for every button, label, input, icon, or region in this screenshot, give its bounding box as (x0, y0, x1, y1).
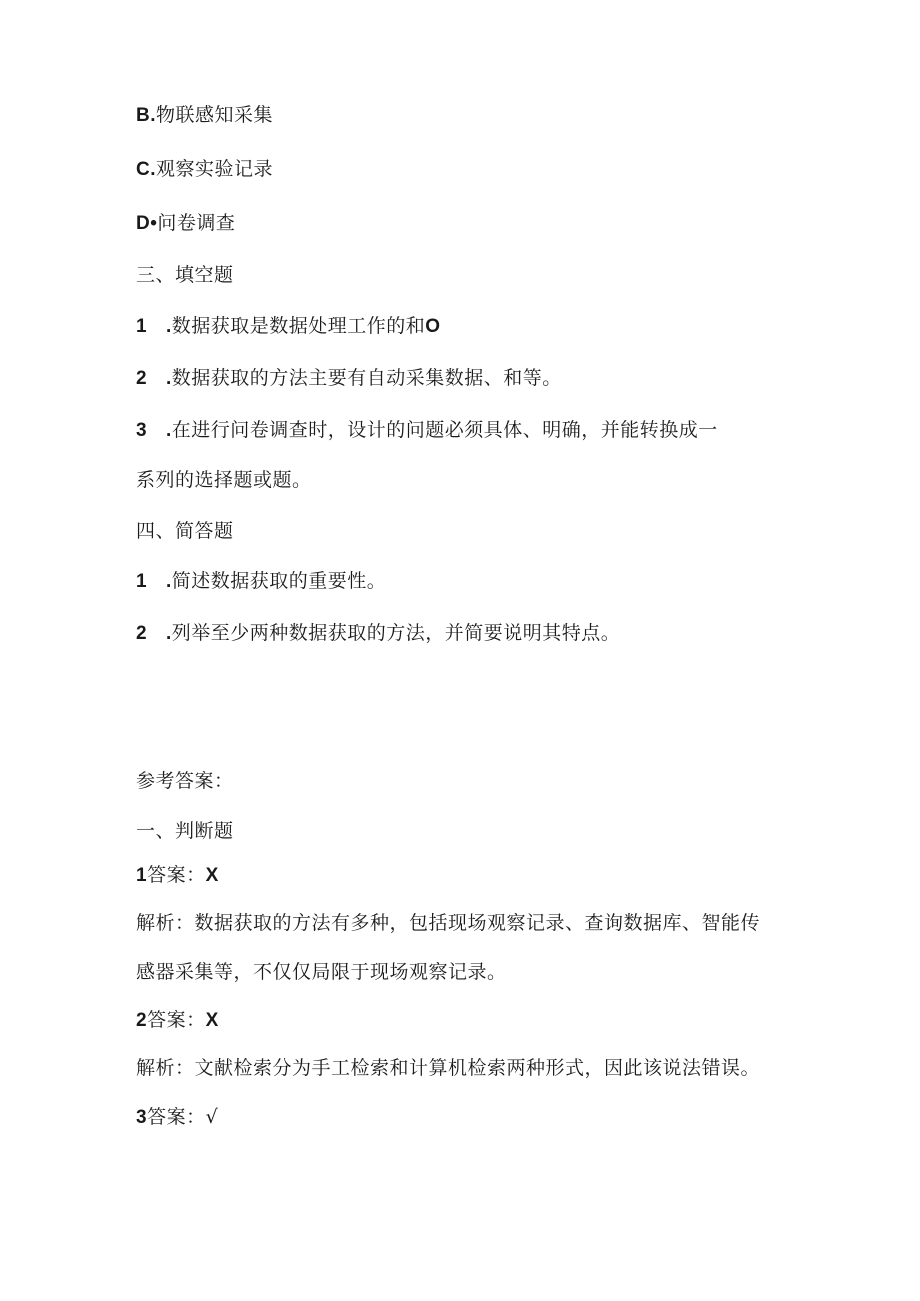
analysis-1-continued: 感器采集等，不仅仅局限于现场观察记录。 (136, 961, 507, 983)
answer-number: 3 (136, 1107, 148, 1128)
option-letter: B. (136, 105, 156, 126)
answer-label: 答案： (147, 1009, 206, 1031)
item-text: 列举至少两种数据获取的方法，并简要说明其特点。 (171, 622, 621, 644)
answer-number: 2 (136, 1010, 148, 1031)
fill-blank-heading: 三、填空题 (136, 264, 234, 286)
item-number: 1 (136, 316, 148, 337)
answer-label: 答案： (147, 1106, 206, 1128)
fill-blank-item-3-continued: 系列的选择题或题。 (136, 469, 312, 491)
item-dot: . (166, 368, 172, 389)
item-number: 2 (136, 368, 148, 389)
item-dot: . (166, 316, 172, 337)
option-letter: D• (136, 213, 158, 234)
answer-number: 1 (136, 865, 148, 886)
option-text: 问卷调查 (157, 212, 236, 234)
item-number: 1 (136, 571, 148, 592)
answer-3 (136, 1104, 218, 1131)
answer-label: 答案： (147, 864, 206, 886)
analysis-text: 数据获取的方法有多种，包括现场观察记录、查询数据库、智能传 (194, 912, 761, 934)
answer-value: √ (205, 1106, 219, 1128)
answers-title: 参考答案： (136, 770, 234, 792)
item-text: 数据获取是数据处理工作的和 (171, 315, 426, 337)
item-text: 简述数据获取的重要性。 (171, 570, 387, 592)
item-number: 3 (136, 420, 148, 441)
item-number: 2 (136, 623, 148, 644)
option-c (136, 156, 273, 183)
analysis-label: 解析： (136, 912, 195, 934)
answer-value: X (205, 1010, 219, 1031)
option-text: 物联感知采集 (156, 104, 274, 126)
answers-section-heading: 一、判断题 (136, 820, 234, 842)
analysis-label: 解析： (136, 1057, 195, 1079)
option-letter: C. (136, 159, 156, 180)
item-text: 在进行问卷调查时，设计的问题必须具体、明确，并能转换成一 (171, 419, 718, 441)
item-text: 数据获取的方法主要有自动采集数据、和等。 (171, 367, 562, 389)
item-dot: . (166, 420, 172, 441)
short-answer-item-2 (136, 620, 620, 647)
option-b (136, 102, 273, 129)
option-text: 观察实验记录 (156, 158, 274, 180)
item-tail: O (425, 316, 441, 337)
item-dot: . (166, 571, 172, 592)
fill-blank-item-1 (136, 313, 441, 340)
analysis-1 (136, 910, 760, 936)
fill-blank-item-3 (136, 417, 718, 444)
option-d (136, 210, 235, 237)
analysis-2 (136, 1055, 760, 1081)
answer-2 (136, 1007, 219, 1034)
answer-1 (136, 862, 219, 889)
answer-value: X (205, 865, 219, 886)
short-answer-heading: 四、简答题 (136, 520, 234, 542)
short-answer-item-1 (136, 568, 386, 595)
fill-blank-item-2 (136, 365, 562, 392)
item-dot: . (166, 623, 172, 644)
analysis-text: 文献检索分为手工检索和计算机检索两种形式，因此该说法错误。 (194, 1057, 761, 1079)
